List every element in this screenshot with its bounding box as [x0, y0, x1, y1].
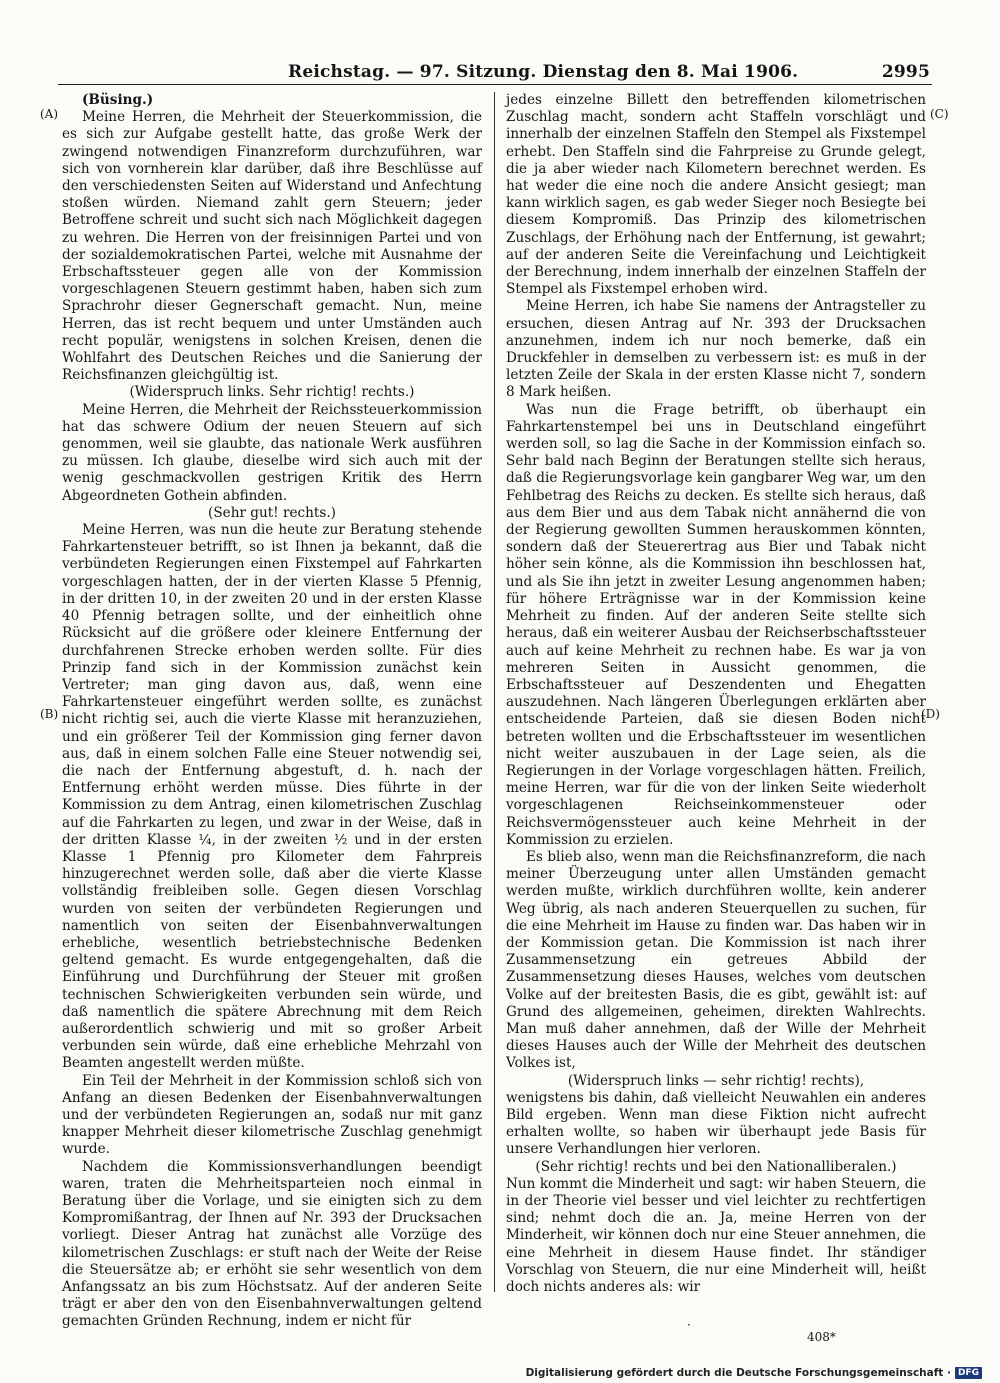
running-title: Reichstag. — 97. Sitzung. Dienstag den 8. Mai 1906. [288, 62, 799, 82]
paragraph: Meine Herren, die Mehrheit der Reichssteuerkommission hat das schwere Odium der neuen Steuern auf sich genommen, weil sie glaubte, das nationale Werk ausführen zu müssen. Ich glaube, dieselbe wird sich auch mit der wenig geschmackvollen gestrigen Kritik des Herrn Abgeordneten Gothein abfinden. [62, 401, 482, 504]
header-rule [58, 84, 932, 85]
interjection: (Widerspruch links — sehr richtig! rechts), [567, 1072, 865, 1089]
interjection: (Sehr richtig! rechts und bei den Nationalliberalen.) [535, 1158, 897, 1175]
page-header [60, 62, 930, 86]
footer-text: Digitalisierung gefördert durch die Deutsche Forschungsgemeinschaft · [525, 1367, 951, 1379]
paragraph: wenigstens bis dahin, daß vielleicht Neuwahlen ein anderes Bild ergeben. Wenn man diese Fiktion nicht aufrecht erhalten wollte, so haben wir überhaupt jede Basis für unsere Verhandlungen hier verloren. [506, 1089, 926, 1158]
right-column [506, 92, 926, 1296]
paragraph: Meine Herren, ich habe Sie namens der Antragsteller zu ersuchen, diesen Antrag auf Nr. 393 der Drucksachen anzunehmen, indem ich nur noch bemerke, daß ein Druckfehler in demselben zu verbessern ist: es muß in der letzten Zeile der Skala in der ersten Klasse nicht 7, sondern 8 Mark heißen. [506, 298, 926, 401]
dfg-logo-icon: DFG [955, 1367, 982, 1379]
page-number: 2995 [881, 62, 930, 82]
margin-marker-b: (B) [40, 707, 59, 721]
speaker-name: (Büsing.) [82, 92, 154, 108]
interjection: (Sehr gut! rechts.) [208, 504, 336, 521]
ink-dot: · [687, 1318, 691, 1332]
interjection: (Widerspruch links. Sehr richtig! rechts.) [129, 384, 415, 401]
paragraph: Nun kommt die Minderheit und sagt: wir haben Steuern, die in der Theorie viel besser und viel leichter zu rechtfertigen sind; nehmt doch die an. Ja, meine Herren von der Minderheit, wir können doch nur eine Steuer annehmen, die eine Mehrheit in diesem Hause findet. Ihr ständiger Vorschlag von Steuern, die nur eine Minderheit will, heißt doch nichts anderes als: wir [506, 1175, 926, 1296]
paragraph: Meine Herren, was nun die heute zur Beratung stehende Fahrkartensteuer betrifft, so ist Ihnen ja bekannt, daß die verbündeten Regierungen einen Fixstempel auf Fahrkarten vorgeschlagen hatten, der in der vierten Klasse 5 Pfennig, in der dritten 10, in der zweiten 20 und in der ersten Klasse 40 Pfennig betragen sollte, und der einheitlich ohne Rücksicht auf die größere oder kleinere Entfernung der durchfahrenen Strecke erhoben werden sollte. Für dies Prinzip fand sich in der Kommission zunächst kein Vertreter; man ging davon aus, daß, wenn eine Fahrkartensteuer eingeführt werden sollte, es zunächst nicht richtig sei, auch die vierte Klasse mit heranzuziehen, und ein größerer Teil der Kommission ging ferner davon aus, daß in einem solchen Falle eine Steuer notwendig sei, die nach der Entfernung abgestuft, d. h. nach der Entfernung erhöht werden müsse. Dies führte in der Kommission zu dem Antrag, einen kilometrischen Zuschlag auf die Fahrkarten zu legen, und zwar in der Weise, daß in der dritten Klasse ¼, in der zweiten ½ und in der ersten Klasse 1 Pfennig pro Kilometer dem Fahrpreis hinzugerechnet werden solle, daß aber die vierte Klasse vollständig freibleiben solle. Gegen diesen Vorschlag wurden von seiten der verbündeten Regierungen und namentlich von seiten der Eisenbahnverwaltungen erhebliche, wesentlich betriebstechnische Bedenken geltend gemacht. Es wurde entgegengehalten, daß die Einführung und Durchführung der Steuer mit großen technischen Schwierigkeiten verbunden sein würde, und daß namentlich die spätere Abrechnung mit dem Reich außerordentlich schwierig und mit so großer Arbeit verbunden sein würde, daß eine erhebliche Mehrzahl von Beamten angestellt werden müßte. [62, 522, 482, 1072]
signature-mark: 408* [807, 1330, 836, 1344]
margin-marker-c: (C) [930, 107, 949, 121]
margin-marker-a: (A) [40, 107, 59, 121]
digitization-footer [526, 1366, 982, 1380]
paragraph: Was nun die Frage betrifft, ob überhaupt ein Fahrkartenstempel bei uns in Deutschland eingeführt werden soll, so lag die Sache in der Kommission einfach so. Sehr bald nach Beginn der Beratungen stellte sich heraus, daß die Regierungsvorlage kein gangbarer Weg war, um den Fehlbetrag des Reichs zu decken. Es stellte sich heraus, daß aus dem Bier und aus dem Tabak nicht annähernd die von der Regierung gewollten Summen herauskommen könnten, sondern daß der Steuerertrag aus Bier und Tabak nicht höher sein könne, als die Kommission ihn beschlossen hat, und als Sie ihn jetzt in zweiter Lesung angenommen haben; für höhere Erträgnisse war in der Kommission keine Mehrheit zu finden. Auf der anderen Seite stellte sich heraus, daß ein weiterer Ausbau der Reichserbschaftssteuer auch auf keine Mehrheit zu rechnen habe. Es war ja von mehreren Seiten in Aussicht genommen, die Erbschaftssteuer auf Deszendenten und Ehegatten auszudehnen. Nach längeren Überlegungen erklärten aber entscheidende Parteien, daß sie diesen Boden nicht betreten wollten und die Erbschaftssteuer im wesentlichen nicht weiter auszubauen in der Lage seien, als die Regierungen in der Vorlage vorgeschlagen hätten. Freilich, meine Herren, war für die von der linken Seite wiederholt vorgeschlagenen Reichseinkommensteuer oder Reichsvermögenssteuer auch keine Mehrheit in der Kommission zu erzielen. [506, 401, 926, 848]
paragraph: Ein Teil der Mehrheit in der Kommission schloß sich von Anfang an diesen Bedenken der Eisenbahnverwaltungen und der verbündeten Regierungen an, sodaß nur mit ganz knapper Mehrheit dieser kilometrische Zuschlag genehmigt wurde. [62, 1072, 482, 1158]
paragraph: Meine Herren, die Mehrheit der Steuerkommission, die es sich zur Aufgabe gestellt hatte, das große Werk der zwingend notwendigen Finanzreform durchzuführen, war sich von vornherein klar darüber, daß ihre Beschlüsse auf den verschiedensten Seiten auf Widerstand und Anfechtung stoßen würden. Niemand zahlt gern Steuern; jeder Betroffene schreit und sucht sich nach Möglichkeit dagegen zu wehren. Die Herren von der freisinnigen Partei und von der sozialdemokratischen Partei, welche mit Ausnahme der Erbschaftssteuer gegen alle von der Kommission vorgeschlagenen Steuern gestimmt haben, haben sich zum Sprachrohr dieser Gegnerschaft gemacht. Nun, meine Herren, das ist recht bequem und unter Umständen auch recht populär, wenigstens in solchen Kreisen, denen die Wohlfahrt des Deutschen Reiches und die Sanierung der Reichsfinanzen gleichgültig ist. [62, 109, 482, 384]
left-column [62, 92, 482, 1331]
paragraph: jedes einzelne Billett den betreffenden kilometrischen Zuschlag macht, sondern acht Staffeln vorschlägt und innerhalb der einzelnen Staffeln den Stempel als Fixstempel erhebt. Den Staffeln sind die Fahrpreise zu Grunde gelegt, die ja aber wieder nach Kilometern berechnet werden. Es hat weder die eine noch die andere Ansicht gesiegt; man kann wirklich sagen, es gab weder Sieger noch Besiegte bei diesem Kompromiß. Das Prinzip des kilometrischen Zuschlags, der Erhöhung nach der Entfernung, ist gewahrt; auf der anderen Seite die Vereinfachung und Leichtigkeit der Berechnung, indem innerhalb der einzelnen Staffeln der Stempel als Fixstempel erhoben wird. [506, 92, 926, 298]
margin-marker-d: (D) [921, 707, 940, 721]
column-divider [494, 92, 495, 1292]
paragraph: Es blieb also, wenn man die Reichsfinanzreform, die nach meiner Überzeugung unter allen Umständen gemacht werden mußte, wirklich durchführen wollte, kein anderer Weg übrig, als nach anderen Steuerquellen zu suchen, für die eine Mehrheit im Hause zu finden war. Das haben wir in der Kommission getan. Die Kommission ist nach ihrer Zusammensetzung ein getreues Abbild der Zusammensetzung dieses Hauses, welches vom deutschen Volke auf der breitesten Basis, die es gibt, gewählt ist: auf Grund des allgemeinen, geheimen, direkten Wahlrechts. Man muß daher annehmen, daß der Wille der Mehrheit dieses Hauses auch der Wille der Mehrheit des deutschen Volkes ist, [506, 848, 926, 1072]
paragraph: Nachdem die Kommissionsverhandlungen beendigt waren, traten die Mehrheitsparteien noch einmal in Beratung über die Vorlage, und sie einigten sich zu dem Kompromißantrag, der Ihnen auf Nr. 393 der Drucksachen vorliegt. Dieser Antrag hat zunächst alle Vorzüge des kilometrischen Zuschlags: er stuft nach der Weite der Reise die Steuersätze ab; er erhöht sie sehr wesentlich von dem Anfangssatz an bis zum Höchstsatz. Auf der anderen Seite trägt er aber den von den Eisenbahnverwaltungen geltend gemachten Gründen Rechnung, indem er nicht für [62, 1158, 482, 1330]
